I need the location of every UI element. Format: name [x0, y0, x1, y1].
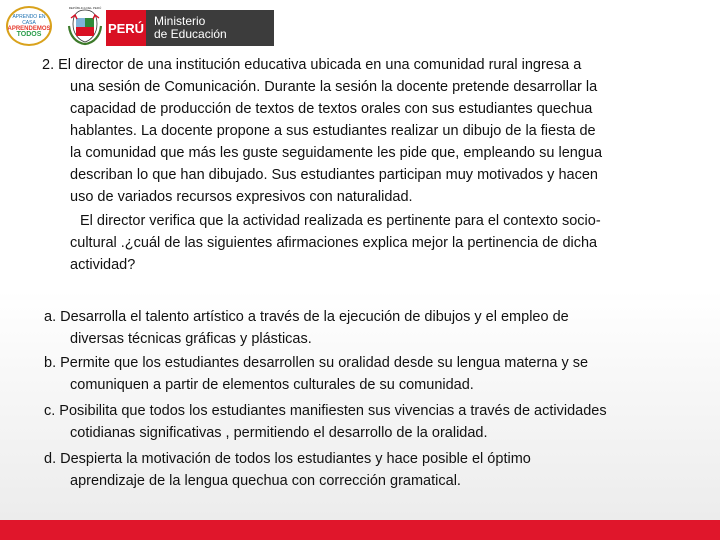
- bottom-accent-bar: [0, 520, 720, 540]
- ministry-line-1: Ministerio: [154, 14, 206, 28]
- option-a-continuation: diversas técnicas gráficas y plásticas.: [70, 331, 312, 347]
- header: [0, 0, 720, 54]
- seal-label: REPÚBLICA DEL PERÚ: [68, 6, 102, 10]
- peru-logo: [106, 10, 146, 46]
- badge-line-2: APRENDEMOS: [7, 26, 51, 32]
- option-c-continuation: cotidianas significativas , permitiendo el desarrollo de la oralidad.: [70, 425, 488, 441]
- question-line: hablantes. La docente propone a sus estudiantes realizar un dibujo de la fiesta de: [70, 123, 596, 139]
- option-d-continuation: aprendizaje de la lengua quechua con corrección gramatical.: [70, 473, 461, 489]
- question-line: actividad?: [70, 257, 136, 273]
- option-b-continuation: comuniquen a partir de elementos culturales de su comunidad.: [70, 377, 474, 393]
- question-line: capacidad de producción de textos de textos orales con sus estudiantes quechua: [70, 101, 593, 117]
- ministry-logo: [146, 10, 274, 46]
- question-line: uso de variados recursos expresivos con naturalidad.: [70, 189, 413, 205]
- question-line: la comunidad que más les guste seguidamente les pide que, empleando su lengua: [70, 145, 603, 161]
- national-seal-icon: [66, 6, 104, 46]
- question-line: 2. El director de una institución educativa ubicada en una comunidad rural ingresa a: [42, 57, 582, 73]
- aprendo-en-casa-logo: [6, 6, 52, 46]
- question-line: El director verifica que la actividad realizada es pertinente para el contexto socio-: [80, 213, 601, 229]
- ministry-line-2: de Educación: [154, 27, 227, 41]
- question-line: cultural .¿cuál de las siguientes afirmaciones explica mejor la pertinencia de dicha: [70, 235, 598, 251]
- option-d: d. Despierta la motivación de todos los estudiantes y hace posible el óptimo: [44, 451, 531, 467]
- peru-label: PERÚ: [107, 20, 145, 36]
- option-c: c. Posibilita que todos los estudiantes manifiesten sus vivencias a través de actividades: [44, 403, 607, 419]
- question-line: una sesión de Comunicación. Durante la sesión la docente pretende desarrollar la: [70, 79, 598, 95]
- badge-line-3: TODOS: [16, 31, 42, 38]
- option-b: b. Permite que los estudiantes desarrollen su oralidad desde su lengua materna y se: [44, 355, 589, 371]
- option-a: a. Desarrolla el talento artístico a través de la ejecución de dibujos y el empleo de: [44, 309, 569, 325]
- question-line: describan lo que han dibujado. Sus estudiantes participan muy motivados y hacen: [70, 167, 598, 183]
- badge-line-1: APRENDO EN CASA: [12, 14, 46, 26]
